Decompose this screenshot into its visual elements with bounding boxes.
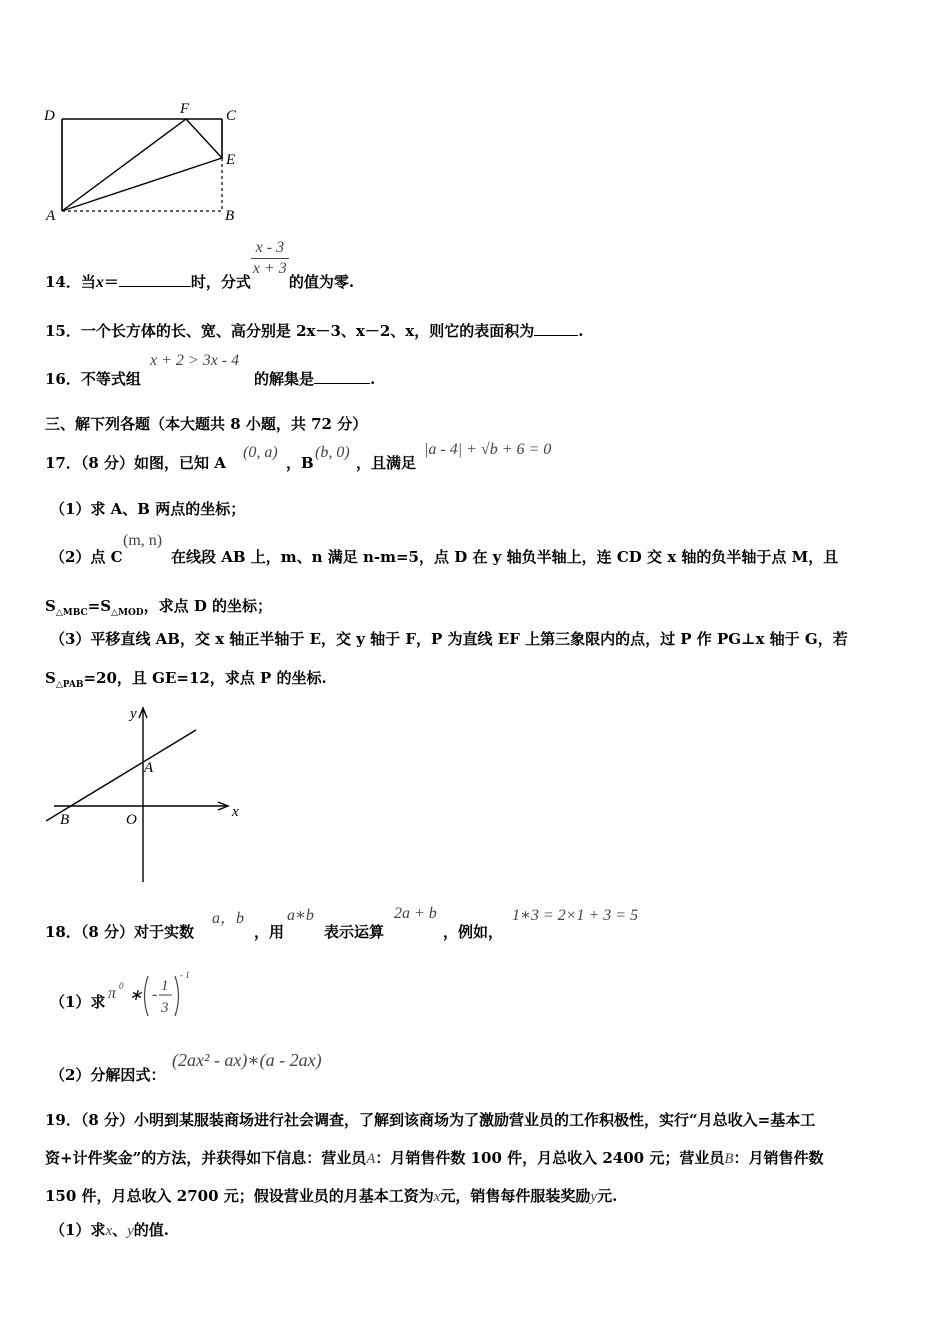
q17-part-2-b: 在线段 AB 上，m、n 满足 n-m=5，点 D 在 y 轴负半轴上，连 CD 交 x 轴的负半轴于点 M，且 <box>171 548 839 566</box>
svg-text:3: 3 <box>161 1000 169 1016</box>
q19-p1-b: 、 <box>112 1221 128 1239</box>
q17-part-2-c <box>45 595 272 618</box>
segment-af <box>62 119 186 211</box>
q19-line3-b: 元，销售每件服装奖励 <box>440 1187 591 1205</box>
label-b: B <box>225 208 235 224</box>
label-y: y <box>130 706 137 722</box>
q19-line2-c: ：月销售件数 <box>733 1149 824 1167</box>
q19-line2-b: ：月销售件数 100 件，月总收入 2400 元；营业员 <box>375 1149 725 1167</box>
svg-text:1: 1 <box>161 978 169 994</box>
q19-p1-c: 的值. <box>133 1221 170 1239</box>
q14-suffix: 的值为零. <box>288 272 355 291</box>
label-b2: B <box>60 812 70 828</box>
q19-var-x: x <box>433 1189 441 1205</box>
question-15 <box>45 320 583 341</box>
q15-answer-blank[interactable] <box>534 321 578 336</box>
q18-def: 2a + b <box>394 905 437 922</box>
q17-sub1: △MBC <box>55 608 88 618</box>
q16-answer-blank[interactable] <box>314 369 370 384</box>
question-14 <box>45 236 355 291</box>
rectangle-figure <box>40 98 250 228</box>
q17-sub3: △PAB <box>55 680 84 690</box>
q17-part-3: （3）平移直线 AB，交 x 轴正半轴于 E，交 y 轴于 F，P 为直线 EF 上第三象限内的点，过 P 作 PG⊥x 轴于 G，若 <box>50 630 848 648</box>
q19-line-1: 19．（8 分）小明到某服装商场进行社会调查，了解到该商场为了激励营业员的工作积极性，实行“月总收入=基本工 <box>45 1111 816 1129</box>
q18-d: ，例如， <box>443 923 504 941</box>
q19-line3-c: 元. <box>597 1187 618 1205</box>
q17-s1: S <box>45 597 56 615</box>
question-16-tail <box>254 368 375 389</box>
q16-end: . <box>370 370 376 388</box>
segment-fe <box>186 119 222 158</box>
label-x: x <box>232 804 239 820</box>
q19-line-2 <box>45 1147 824 1168</box>
q17-point-a: (0, a) <box>243 444 278 461</box>
q14-eq: ＝ <box>103 272 119 291</box>
q14-answer-blank[interactable] <box>119 272 191 287</box>
question-16-text <box>45 368 141 389</box>
label-a2: A <box>144 760 154 776</box>
q19-line3-a: 150 件，月总收入 2700 元；假设营业员的月基本工资为 <box>45 1187 434 1205</box>
q19-part-1 <box>50 1219 169 1240</box>
q19-p1-x: x <box>105 1223 113 1239</box>
q17-s3: S <box>45 669 56 687</box>
label-d: D <box>44 108 55 124</box>
q14-mid: 时，分式 <box>190 272 251 291</box>
q17-head-c: ，且满足 <box>356 454 417 472</box>
q17-sub2: △MOD <box>111 608 144 618</box>
q19-line2-a: 资+计件奖金”的方法，并获得如下信息：营业员 <box>45 1149 367 1167</box>
q14-var: x <box>95 273 104 291</box>
q14-frac-den: x + 3 <box>252 260 287 277</box>
q18-part-2-expr: (2ax² - ax)∗(a - 2ax) <box>172 1050 322 1070</box>
q19-var-y: y <box>590 1189 598 1205</box>
q16-prefix: 16．不等式组 <box>45 370 141 388</box>
q14-prefix: 14．当 <box>45 272 96 291</box>
segment-ae <box>62 158 222 211</box>
q17-part-1: （1）求 A、B 两点的坐标； <box>50 500 246 518</box>
q18-vars: a，b <box>212 910 245 927</box>
q19-employee-a: A <box>366 1151 376 1167</box>
coordinate-figure <box>40 700 260 890</box>
q19-p1-a: （1）求 <box>50 1221 106 1239</box>
svg-text:- 1: - 1 <box>180 970 190 980</box>
svg-text:π: π <box>108 985 117 1002</box>
section-3-title: 三、解下列各题（本大题共 8 小题，共 72 分） <box>45 415 368 433</box>
q17-point-c: (m, n) <box>123 532 163 549</box>
q15-text: 15．一个长方体的长、宽、高分别是 2x－3、x－2、x，则它的表面积为 <box>45 322 535 340</box>
q16-suffix: 的解集是 <box>254 370 315 388</box>
svg-text:∗: ∗ <box>129 987 143 1004</box>
q19-employee-b: B <box>724 1151 734 1167</box>
q17-head-b: ，B <box>286 454 314 472</box>
q14-frac-num: x - 3 <box>251 238 289 259</box>
q18-op: a∗b <box>287 907 314 924</box>
q18-example: 1∗3 = 2×1 + 3 = 5 <box>512 907 639 924</box>
q17-part-2-a: （2）点 C <box>50 548 123 566</box>
label-o: O <box>126 812 137 828</box>
label-f: F <box>180 101 190 117</box>
svg-text:0: 0 <box>119 981 124 991</box>
q18-c: 表示运算 <box>324 923 385 941</box>
label-a: A <box>46 208 56 224</box>
label-e: E <box>226 152 236 168</box>
q18-part-2: （2）分解因式： <box>50 1066 166 1084</box>
q17-head-a: 17．（8 分）如图，已知 A <box>45 454 226 472</box>
q19-p1-y: y <box>127 1223 134 1239</box>
q18-a: 18．（8 分）对于实数 <box>45 923 195 941</box>
q18-part-1: （1）求 <box>50 993 106 1011</box>
q17-p2-end: ，求点 D 的坐标； <box>143 597 273 615</box>
q17-p3-end: =20，且 GE=12，求点 P 的坐标. <box>83 669 327 687</box>
svg-text:-: - <box>152 986 158 1003</box>
line-ab <box>46 730 196 821</box>
q17-point-b: (b, 0) <box>315 444 350 461</box>
q14-fraction <box>251 238 289 279</box>
q18-b: ，用 <box>254 923 285 941</box>
q17-eq: =S <box>87 597 112 615</box>
q17-condition: |a - 4| + √b + 6 = 0 <box>424 441 552 458</box>
q19-line-3 <box>45 1185 617 1206</box>
q16-inequality: x + 2 > 3x - 4 <box>150 352 240 369</box>
q18-p1-expr-render <box>108 968 198 1024</box>
label-c: C <box>226 108 237 124</box>
q15-end: . <box>578 322 584 340</box>
q17-part-3-b <box>45 667 327 690</box>
